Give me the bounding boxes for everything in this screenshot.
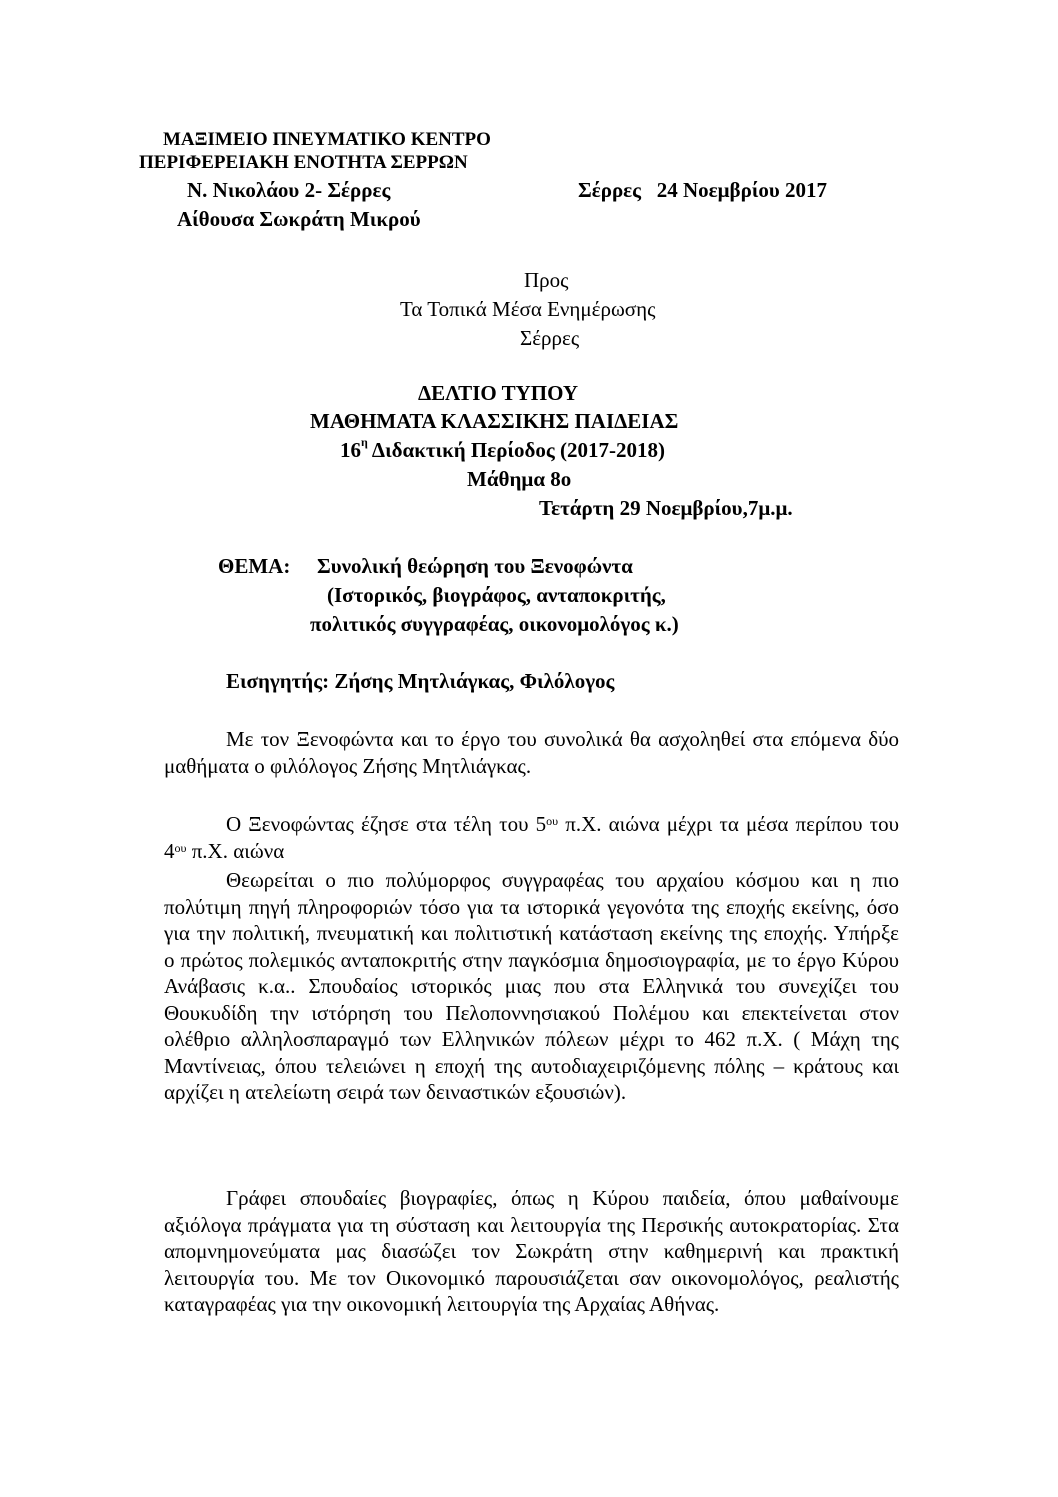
body-paragraph-1 — [164, 726, 899, 779]
recipient-city: Σέρρες — [520, 326, 580, 350]
paragraph-dates — [164, 811, 899, 864]
period-text: Διδακτική Περίοδος (2017-2018) — [367, 438, 665, 462]
topic-line3: πολιτικός συγγραφέας, οικονομολόγος κ.) — [310, 612, 679, 636]
org-hall: Αίθουσα Σωκράτη Μικρού — [177, 207, 421, 231]
lesson-datetime: Τετάρτη 29 Νοεμβρίου,7μ.μ. — [539, 496, 793, 520]
date-value: 24 Νοεμβρίου 2017 — [656, 178, 828, 202]
recipient-to: Προς — [524, 268, 569, 292]
dates-text-a: Ο Ξενοφώντας έζησε στα τέλη του 5 — [226, 812, 547, 836]
paragraph-works: Γράφει σπουδαίες βιογραφίες, όπως η Κύρου παιδεία, όπου μαθαίνουμε αξιόλογα πράγματα για τη σύσταση και λειτουργία της Περσικής αυτοκρατορίας. Στα απομνημονεύματα μας διασώζει τον Σωκράτη στην καθημερινή και πρακτική λειτουργία του. Με τον Οικονομικό παρουσιάζεται σαν οικονομολόγος, ρεαλιστής καταγραφέας για την οικονομική λειτουργία της Αρχαίας Αθήνας. — [164, 1186, 899, 1316]
topic-line1: Συνολική θεώρηση του Ξενοφώντα — [317, 554, 633, 578]
org-address: Ν. Νικολάου 2- Σέρρες — [187, 178, 391, 202]
org-name-line1: ΜΑΞΙΜΕΙΟ ΠΝΕΥΜΑΤΙΚΟ ΚΕΝΤΡΟ — [163, 129, 491, 150]
dates-text-c: π.Χ. αιώνα — [186, 838, 285, 863]
dates-sup-2: ου — [174, 840, 187, 855]
org-name-line2: ΠΕΡΙΦΕΡΕΙΑΚΗ ΕΝΟΤΗΤΑ ΣΕΡΡΩΝ — [139, 152, 468, 173]
teaching-period — [340, 435, 665, 463]
lesson-number: Μάθημα 8ο — [467, 467, 572, 491]
dates-text-b: π.Χ. αιώνα μέχρι τα μέσα περίπου του 4 — [164, 812, 899, 863]
paragraph-intro: Με τον Ξενοφώντα και το έργο του συνολικά θα ασχοληθεί στα επόμενα δύο μαθήματα ο φιλόλογος Ζήσης Μητλιάγκας. — [164, 727, 899, 778]
press-release-title: ΔΕΛΤΙΟ ΤΥΠΟΥ — [418, 381, 579, 405]
date-place: Σέρρες — [578, 178, 642, 202]
speaker-line: Εισηγητής: Ζήσης Μητλιάγκας, Φιλόλογος — [226, 669, 615, 693]
period-number: 16 — [340, 438, 361, 462]
period-superscript: η — [361, 435, 368, 449]
dates-sup-1: ου — [546, 814, 559, 828]
series-title: ΜΑΘΗΜΑΤΑ ΚΛΑΣΣΙΚΗΣ ΠΑΙΔΕΙΑΣ — [310, 409, 679, 433]
topic-label: ΘΕΜΑ: — [218, 554, 291, 578]
date-line — [578, 178, 827, 203]
topic-line2: (Ιστορικός, βιογράφος, ανταποκριτής, — [327, 583, 666, 607]
body-paragraph-4 — [164, 1185, 899, 1318]
body-paragraph-2 — [164, 811, 899, 864]
recipient-media: Τα Τοπικά Μέσα Ενημέρωσης — [400, 297, 656, 321]
paragraph-significance: Θεωρείται ο πιο πολύμορφος συγγραφέας του αρχαίου κόσμου και η πιο πολύτιμη πηγή πληροφοριών τόσο για τα ιστορικά γεγονότα της εποχής εκείνης, όσο για την πολιτική, πνευματική και πολιτιστική κατάσταση εκείνης της εποχής. Υπήρξε ο πρώτος πολεμικός ανταποκριτής στην παγκόσμια δημοσιογραφία, με το έργο Κύρου Ανάβασις κ.α.. Σπουδαίος ιστορικός μιας που στα Ελληνικά του συνεχίζει του Θουκυδίδη την ιστόρηση του Πελοποννησιακού Πολέμου και επεκτείνεται στον ολέθριο αλληλοσπαραγμό των Ελληνικών πόλεων μέχρι το 462 π.Χ. ( Μάχη της Μαντίνειας, όπου τελειώνει η εποχή της αυτοδιαχειριζόμενης πόλης – κράτους και αρχίζει η ατελείωτη σειρά των δειναστικών εξουσιών). — [164, 868, 899, 1104]
body-paragraph-3 — [164, 867, 899, 1106]
